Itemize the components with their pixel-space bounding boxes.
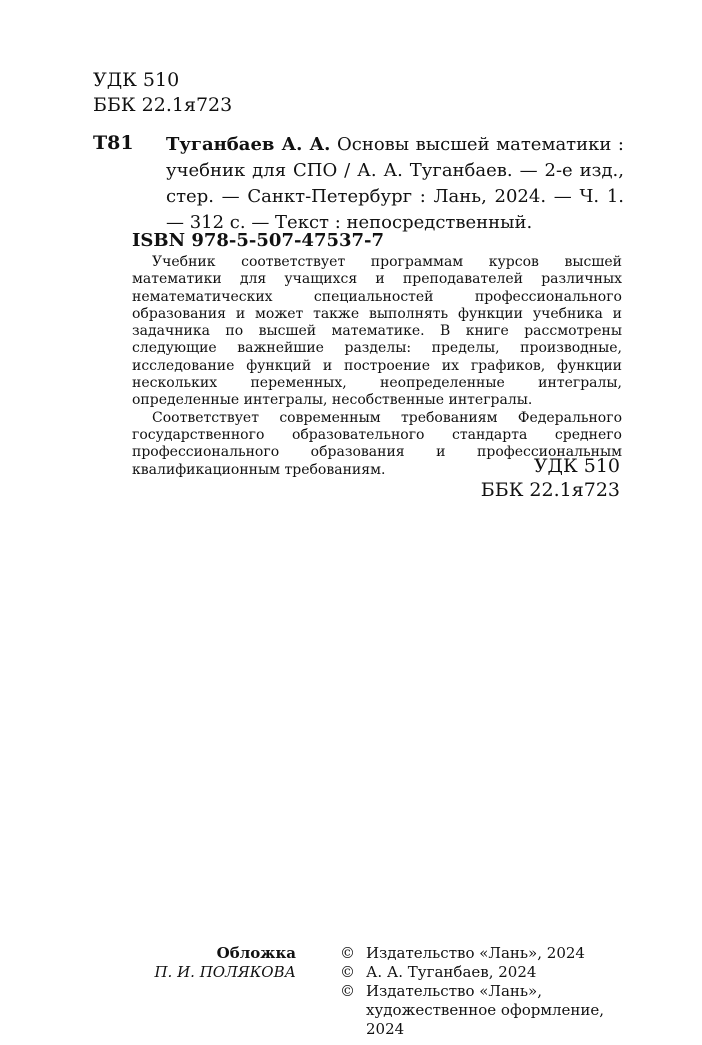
classification-codes-top	[93, 68, 232, 118]
bbk-code: ББК 22.1я723	[93, 94, 233, 116]
cover-label: Обложка	[216, 944, 296, 962]
copyright-icon: ©	[340, 944, 355, 962]
classification-codes-bottom	[481, 454, 620, 502]
copyright-icon: ©	[340, 982, 355, 1000]
annotation	[132, 254, 622, 479]
bibliographic-text: Основы высшей математики : учебник для СПО / А. А. Туганбаев. — 2-е изд., стер. — Санкт-Петербург : Лань, 2024. — Ч. 1. — 312 с. — Текст : непосредственный.	[166, 134, 624, 233]
udk-code: УДК 510	[533, 455, 620, 477]
isbn: ISBN 978-5-507-47537-7	[132, 230, 385, 251]
cover-designer: П. И. ПОЛЯКОВА	[154, 963, 296, 981]
copyright-block	[340, 944, 630, 1039]
copyright-text: Издательство «Лань»,	[366, 982, 543, 1000]
bbk-code: ББК 22.1я723	[480, 479, 620, 501]
author-mark: Т81	[93, 132, 134, 154]
copyright-line	[340, 982, 630, 1001]
author-name: Туганбаев А. А.	[166, 134, 331, 155]
copyright-text: А. А. Туганбаев, 2024	[366, 963, 537, 981]
copyright-line	[340, 963, 630, 982]
copyright-icon: ©	[340, 963, 355, 981]
copyright-text: Издательство «Лань», 2024	[366, 944, 585, 962]
copyright-line	[340, 944, 630, 963]
annotation-paragraph: Соответствует современным требованиям Федерального государственного образовательного стандарта среднего профессионального образования и профессиональным квалификационным требованиям.	[132, 409, 622, 478]
annotation-paragraph: Учебник соответствует программам курсов высшей математики для учащихся и преподавателей различных нематематических специальностей профессионального образования и может также выполнять функции учебника и задачника по высшей математике. В книге рассмотрены следующие важнейшие разделы: пределы, производные, исследование функций и построение их графиков, функции нескольких переменных, неопределенные интегралы, определенные интегралы, несобственные интегралы.	[132, 254, 622, 409]
bibliographic-description	[166, 132, 624, 236]
udk-code: УДК 510	[93, 69, 180, 91]
copyright-continuation: художественное оформление, 2024	[366, 1001, 605, 1038]
cover-credit	[150, 944, 296, 982]
